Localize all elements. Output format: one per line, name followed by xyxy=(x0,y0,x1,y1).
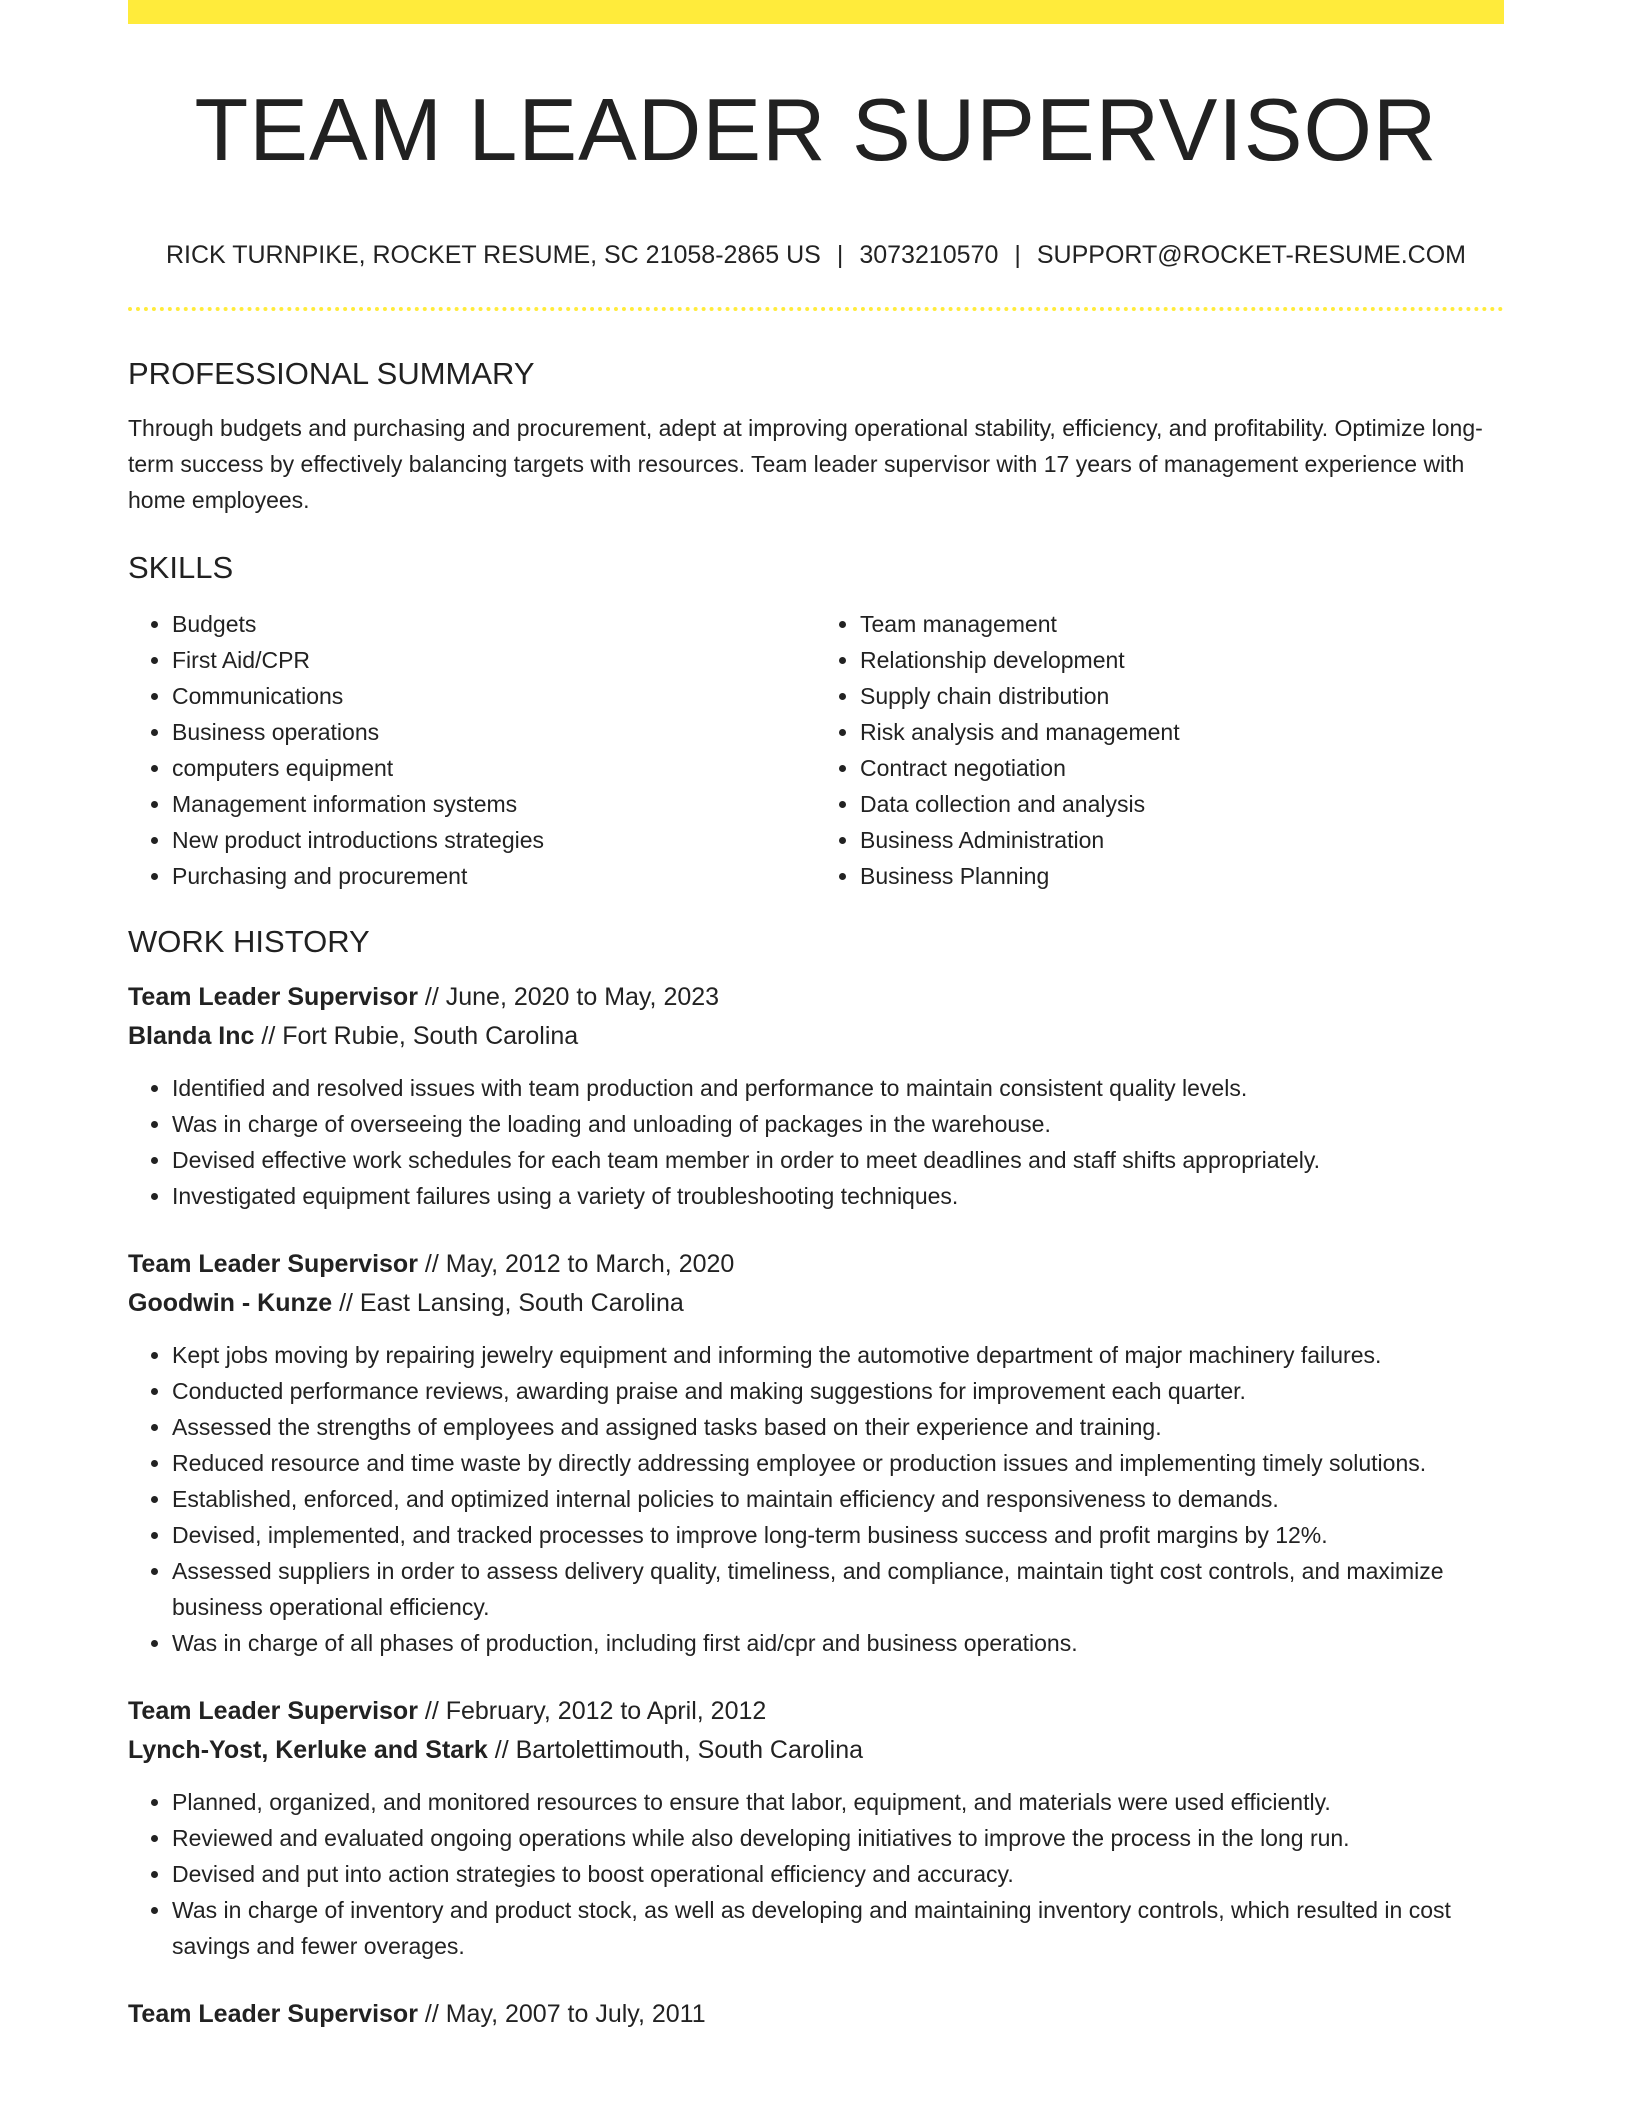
job-duty: • Reduced resource and time waste by directly addressing employee or production issues and implementing timely solutions. xyxy=(172,1445,1504,1481)
contact-line xyxy=(128,238,1504,272)
work-history-heading: WORK HISTORY xyxy=(128,924,370,959)
job-title: Team Leader Supervisor xyxy=(128,2000,418,2028)
skill-item: • Risk analysis and management xyxy=(860,714,1504,750)
job-duty: • Kept jobs moving by repairing jewelry equipment and informing the automotive department of major machinery failures. xyxy=(172,1337,1504,1373)
job-dates: // May, 2007 to July, 2011 xyxy=(424,2000,706,2028)
job-entry xyxy=(128,1245,1504,1661)
skills-section xyxy=(128,546,1504,894)
skill-item: • computers equipment xyxy=(172,750,816,786)
skill-item: • Management information systems xyxy=(172,786,816,822)
job-title-line xyxy=(128,978,1504,1017)
accent-bar xyxy=(128,0,1504,24)
job-duties-list xyxy=(128,1337,1504,1661)
contact-email: SUPPORT@ROCKET-RESUME.COM xyxy=(1036,241,1467,269)
job-title-line xyxy=(128,1995,1504,2034)
skill-item: • Data collection and analysis xyxy=(860,786,1504,822)
skill-item: • Business Administration xyxy=(860,822,1504,858)
job-company-line xyxy=(128,1017,1504,1056)
job-duty: • Was in charge of overseeing the loading and unloading of packages in the warehouse. xyxy=(172,1106,1504,1142)
job-company-line xyxy=(128,1731,1504,1770)
work-history-section xyxy=(128,920,1504,2034)
job-duty: • Investigated equipment failures using a variety of troubleshooting techniques. xyxy=(172,1178,1504,1214)
job-duty: • Devised effective work schedules for each team member in order to meet deadlines and staff shifts appropriately. xyxy=(172,1142,1504,1178)
skills-heading: SKILLS xyxy=(128,550,234,585)
resume-name: TEAM LEADER SUPERVISOR xyxy=(194,80,1438,179)
job-duty: • Was in charge of inventory and product stock, as well as developing and maintaining inventory controls, which resulted in cost savings and fewer overages. xyxy=(172,1892,1504,1964)
job-title: Team Leader Supervisor xyxy=(128,983,418,1011)
job-location: // Fort Rubie, South Carolina xyxy=(261,1022,579,1050)
skill-item: • Purchasing and procurement xyxy=(172,858,816,894)
job-company-line xyxy=(128,1284,1504,1323)
job-duties-list xyxy=(128,1784,1504,1964)
skill-item: • Team management xyxy=(860,606,1504,642)
job-duty: • Was in charge of all phases of production, including first aid/cpr and business operations. xyxy=(172,1625,1504,1661)
header-divider xyxy=(128,307,1504,311)
job-entry xyxy=(128,1692,1504,1964)
contact-address: RICK TURNPIKE, ROCKET RESUME, SC 21058-2865 US xyxy=(165,241,821,269)
skill-item: • First Aid/CPR xyxy=(172,642,816,678)
summary-text: Through budgets and purchasing and procurement, adept at improving operational stability, efficiency, and profitability. Optimize long-term success by effectively balancing targets with resources. Team leader supervisor with 17 years of management experience with home employees. xyxy=(128,415,1483,513)
skill-item: • Relationship development xyxy=(860,642,1504,678)
summary-section xyxy=(128,352,1504,518)
job-dates: // May, 2012 to March, 2020 xyxy=(424,1250,735,1278)
skills-list-left xyxy=(128,606,816,894)
contact-separator: | xyxy=(1014,241,1021,269)
job-duty: • Assessed suppliers in order to assess delivery quality, timeliness, and compliance, maintain tight cost controls, and maximize business operational efficiency. xyxy=(172,1553,1504,1625)
job-title: Team Leader Supervisor xyxy=(128,1250,418,1278)
job-duty: • Established, enforced, and optimized internal policies to maintain efficiency and responsiveness to demands. xyxy=(172,1481,1504,1517)
skill-item: • Contract negotiation xyxy=(860,750,1504,786)
job-duty: • Assessed the strengths of employees and assigned tasks based on their experience and training. xyxy=(172,1409,1504,1445)
job-entry xyxy=(128,1995,1504,2034)
skill-item: • Business operations xyxy=(172,714,816,750)
skill-item: • Budgets xyxy=(172,606,816,642)
job-title-line xyxy=(128,1692,1504,1731)
contact-separator: | xyxy=(836,241,844,269)
skills-list-right xyxy=(816,606,1504,894)
job-company: Goodwin - Kunze xyxy=(128,1289,333,1317)
job-duties-list xyxy=(128,1070,1504,1214)
contact-phone: 3073210570 xyxy=(859,241,999,269)
job-dates: // June, 2020 to May, 2023 xyxy=(424,983,720,1011)
job-duty: • Identified and resolved issues with team production and performance to maintain consistent quality levels. xyxy=(172,1070,1504,1106)
job-dates: // February, 2012 to April, 2012 xyxy=(424,1697,767,1725)
skills-columns xyxy=(128,606,1504,894)
job-duty: • Conducted performance reviews, awarding praise and making suggestions for improvement each quarter. xyxy=(172,1373,1504,1409)
job-company: Blanda Inc xyxy=(128,1022,255,1050)
skill-item: • Communications xyxy=(172,678,816,714)
skill-item: • Business Planning xyxy=(860,858,1504,894)
job-title-line xyxy=(128,1245,1504,1284)
resume-content xyxy=(128,352,1504,2034)
job-entry xyxy=(128,978,1504,1214)
skill-item: • New product introductions strategies xyxy=(172,822,816,858)
job-duty: • Reviewed and evaluated ongoing operations while also developing initiatives to improve the process in the long run. xyxy=(172,1820,1504,1856)
summary-heading: PROFESSIONAL SUMMARY xyxy=(128,356,535,391)
job-company: Lynch-Yost, Kerluke and Stark xyxy=(128,1736,488,1764)
job-duty: • Planned, organized, and monitored resources to ensure that labor, equipment, and materials were used efficiently. xyxy=(172,1784,1504,1820)
job-duty: • Devised, implemented, and tracked processes to improve long-term business success and profit margins by 12%. xyxy=(172,1517,1504,1553)
job-location: // Bartolettimouth, South Carolina xyxy=(494,1736,864,1764)
job-title: Team Leader Supervisor xyxy=(128,1697,418,1725)
job-duty: • Devised and put into action strategies to boost operational efficiency and accuracy. xyxy=(172,1856,1504,1892)
job-location: // East Lansing, South Carolina xyxy=(339,1289,684,1317)
skill-item: • Supply chain distribution xyxy=(860,678,1504,714)
